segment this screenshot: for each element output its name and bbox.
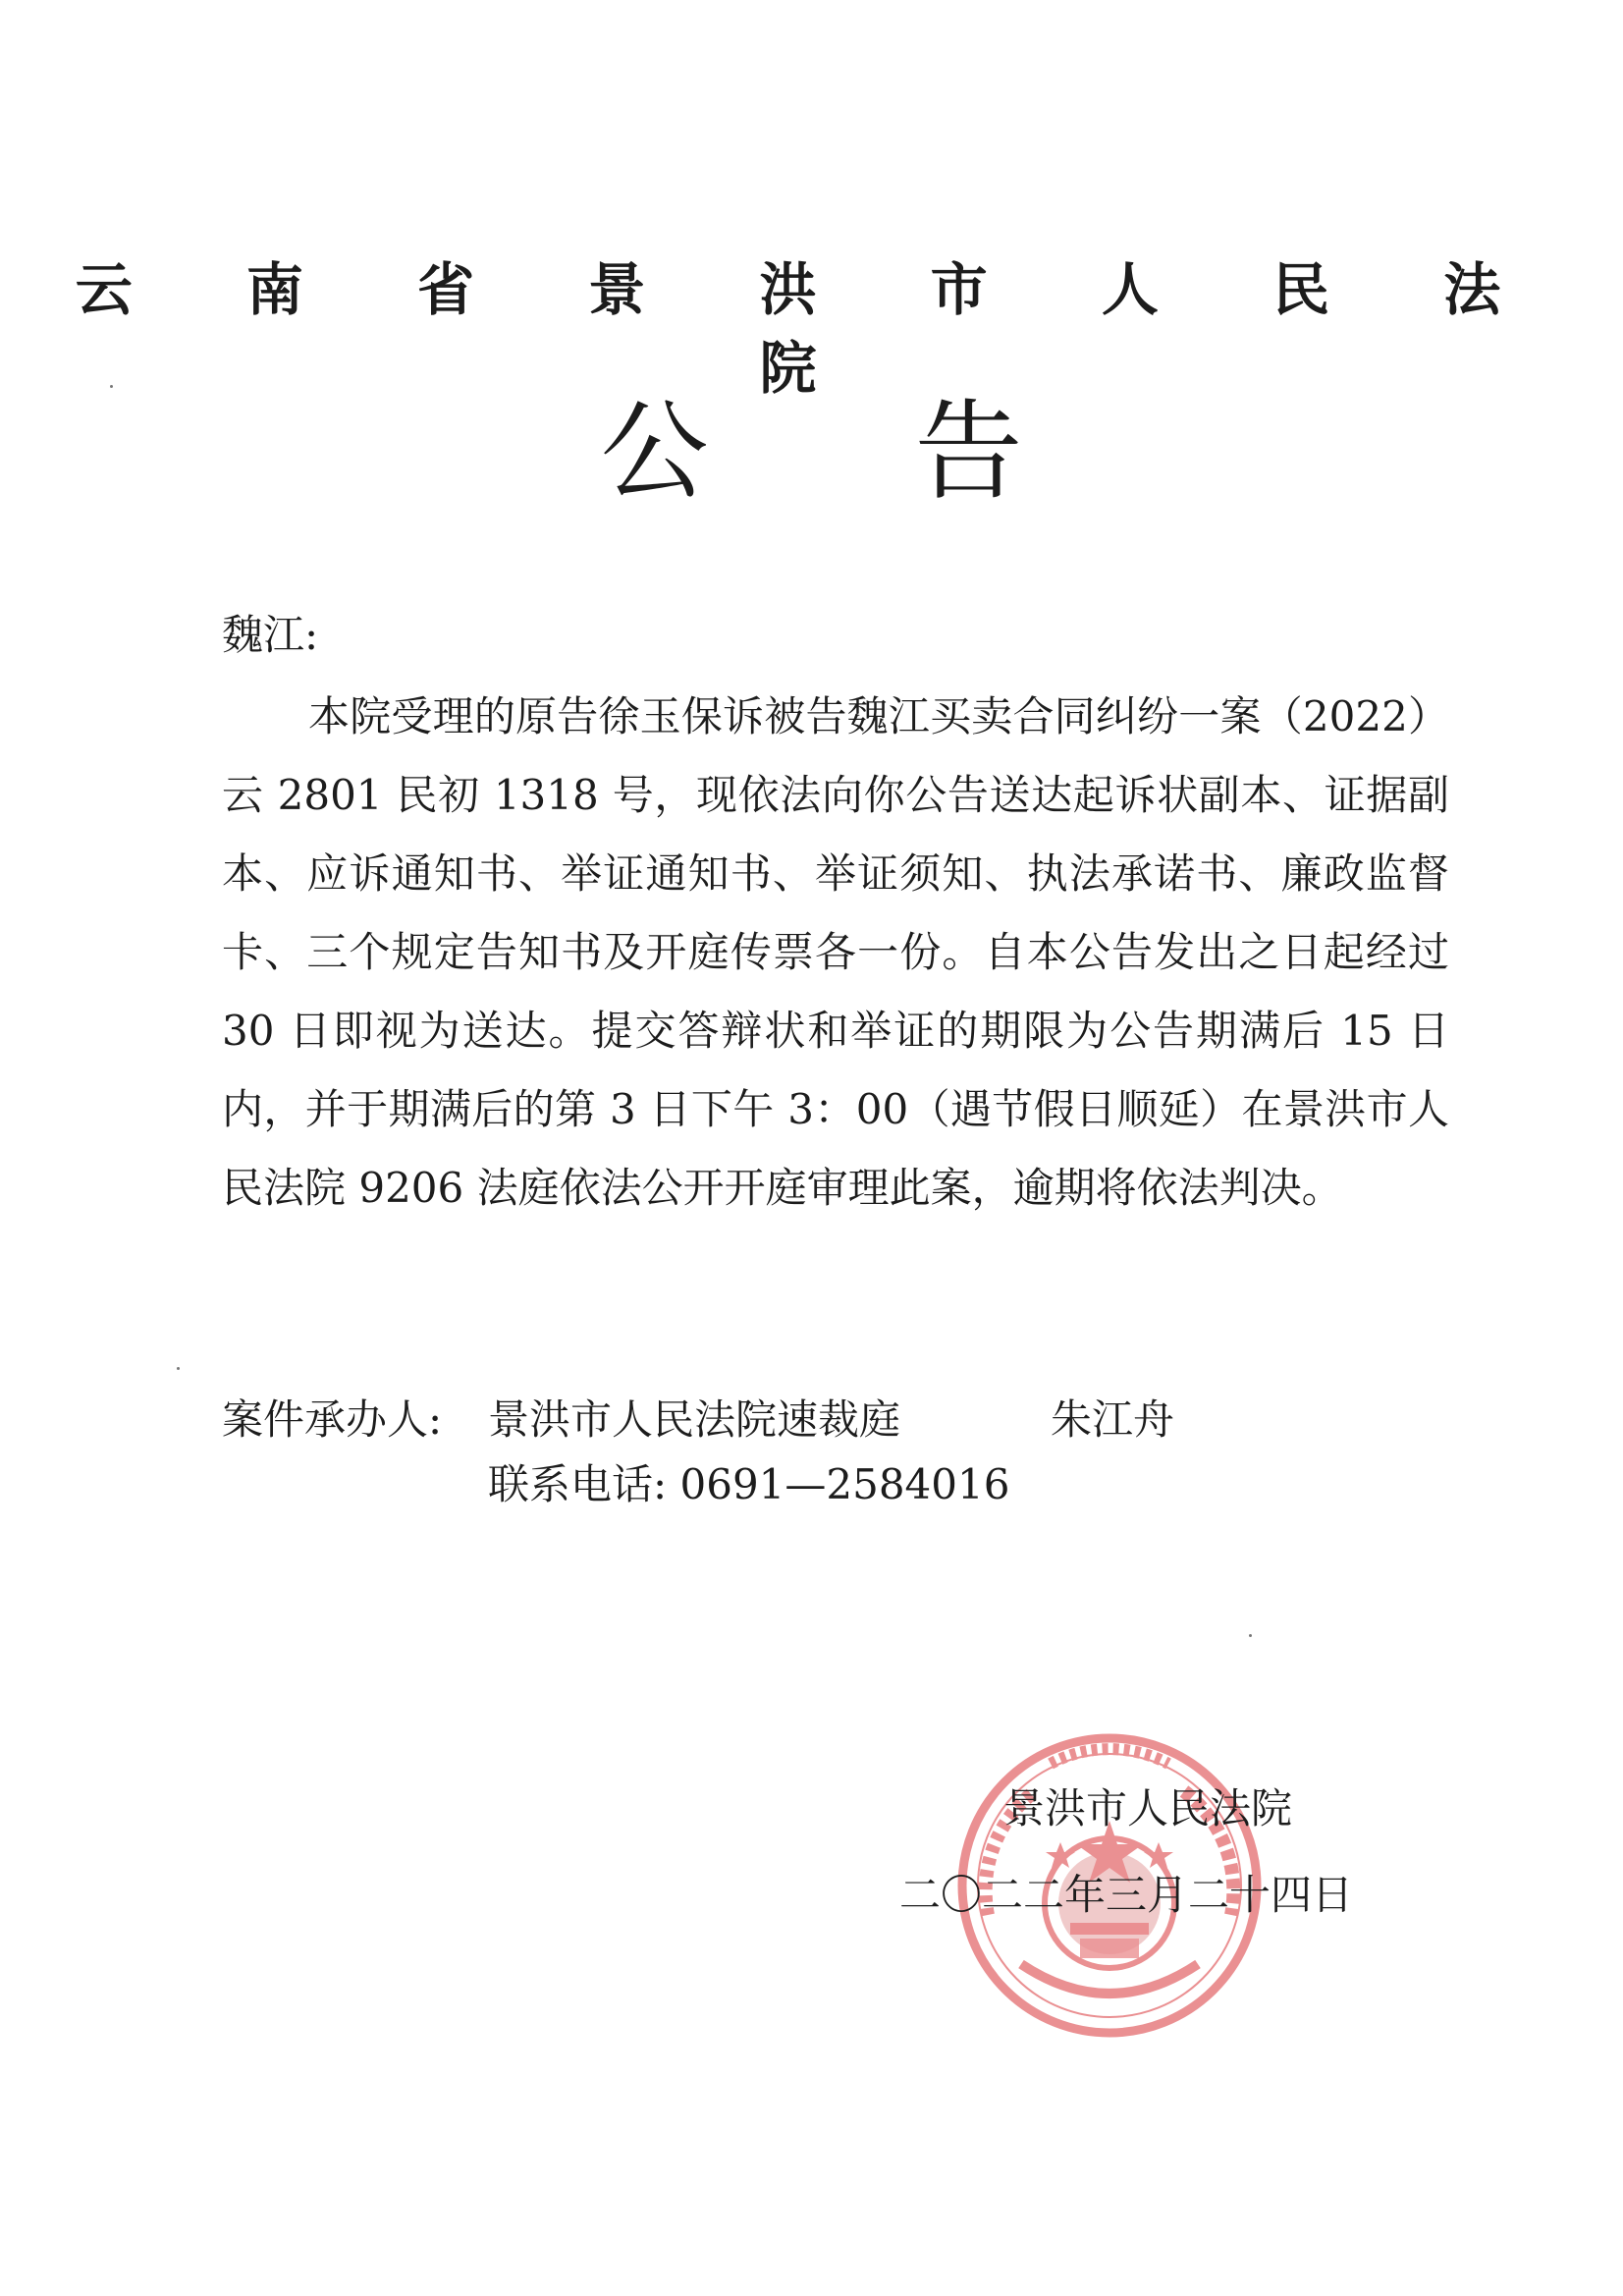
notice-body: 本院受理的原告徐玉保诉被告魏江买卖合同纠纷一案（2022）云 2801 民初 1318 号，现依法向你公告送达起诉状副本、证据副本、应诉通知书、举证通知书、举证须知、执法承诺书、廉政监督卡、三个规定告知书及开庭传票各一份。自本公告发出之日起经过 30 日即视为送达。提交答辩状和举证的期限为公告期满后 15 日内，并于期满后的第 3 日下午 3：00（遇节假日顺延）在景洪市人民法院 9206 法庭依法公开开庭审理此案，逾期将依法判决。 <box>222 692 1449 1212</box>
handler-name: 朱江舟 <box>1051 1395 1175 1444</box>
handler-department: 景洪市人民法院速裁庭 <box>488 1395 901 1444</box>
addressee: 魏江: <box>222 611 319 659</box>
scan-speck <box>177 1367 180 1370</box>
scan-speck <box>1249 1634 1252 1637</box>
handler-label: 案件承办人: <box>222 1395 443 1444</box>
notice-title: 公告 <box>600 389 1229 515</box>
contact-phone: 联系电话: 0691—2584016 <box>488 1460 1010 1508</box>
notice-date: 二〇二二年三月二十四日 <box>899 1871 1354 1919</box>
court-title: 云 南 省 景 洪 市 人 民 法 院 <box>75 256 1548 402</box>
scan-speck <box>110 385 113 388</box>
court-signature: 景洪市人民法院 <box>1003 1784 1293 1832</box>
